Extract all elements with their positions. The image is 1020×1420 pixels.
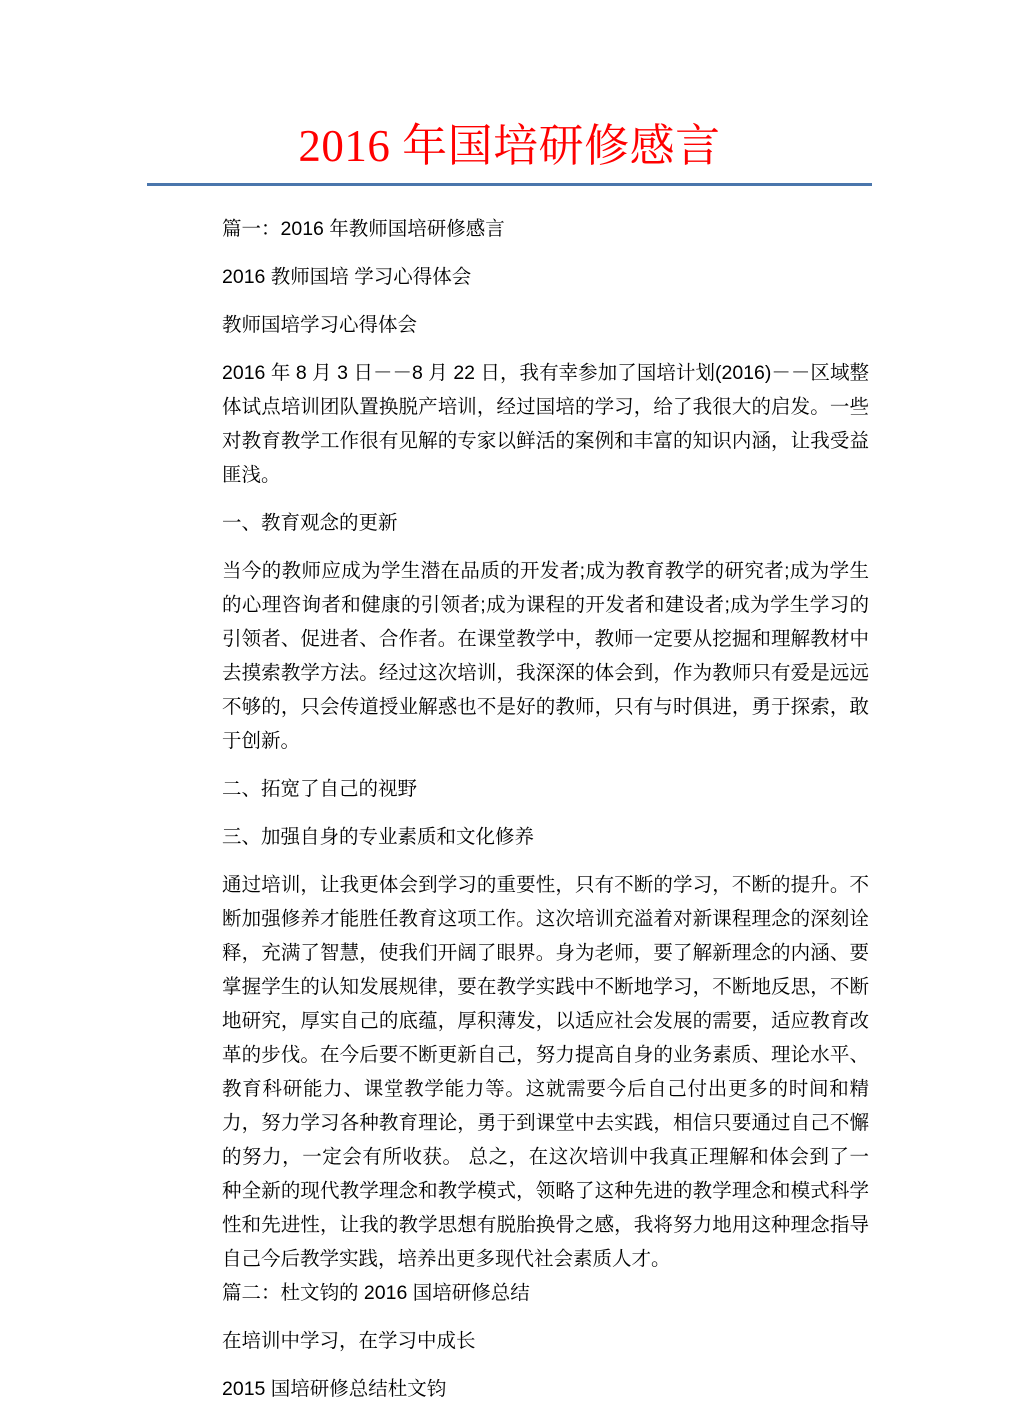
heading-three: 三、加强自身的专业素质和文化修养	[222, 826, 535, 848]
title-divider	[147, 183, 872, 186]
page-title: 2016 年国培研修感言	[298, 121, 721, 171]
subtitle-b: 教师国培学习心得体会	[222, 314, 418, 336]
paragraph-one: 当今的教师应成为学生潜在品质的开发者;成为教育教学的研究者;成为学生的心理咨询者和健康的引领者;成为课程的开发者和建设者;成为学生学习的引领者、促进者、合作者。在课堂教学中，教师一定要从挖掘和理解教材中去摸索教学方法。经过这次培训，我深深的体会到，作为教师只有爱是远远不够的，只会传道授业解惑也不是好的教师，只有与时俱进，勇于探索，敢于创新。	[222, 560, 869, 752]
document-body	[222, 212, 869, 1420]
subtitle-a: 2016 教师国培 学习心得体会	[222, 266, 472, 288]
subtitle-c: 在培训中学习，在学习中成长	[222, 1330, 476, 1352]
subtitle-d: 2015 国培研修总结杜文钧	[222, 1378, 447, 1400]
title-block	[147, 118, 872, 186]
section-one-label: 篇一：2016 年教师国培研修感言	[222, 218, 505, 240]
heading-one: 一、教育观念的更新	[222, 512, 398, 534]
paragraph-two: 通过培训，让我更体会到学习的重要性，只有不断的学习，不断的提升。不断加强修养才能胜任教育这项工作。这次培训充溢着对新课程理念的深刻诠释，充满了智慧，使我们开阔了眼界。身为老师，要了解新理念的内涵、要掌握学生的认知发展规律，要在教学实践中不断地学习，不断地反思，不断地研究，厚实自己的底蕴，厚积薄发，以适应社会发展的需要，适应教育改革的步伐。在今后要不断更新自己，努力提高自身的业务素质、理论水平、教育科研能力、课堂教学能力等。这就需要今后自己付出更多的时间和精力，努力学习各种教育理论，勇于到课堂中去实践，相信只要通过自己不懈的努力，一定会有所收获。 总之，在这次培训中我真正理解和体会到了一种全新的现代教学理念和教学模式，领略了这种先进的教学理念和模式科学性和先进性，让我的教学思想有脱胎换骨之感，我将努力地用这种理念指导自己今后教学实践，培养出更多现代社会素质人才。	[222, 874, 869, 1270]
heading-two: 二、拓宽了自己的视野	[222, 778, 418, 800]
intro-paragraph: 2016 年 8 月 3 日－－8 月 22 日，我有幸参加了国培计划(2016)－－区域整体试点培训团队置换脱产培训，经过国培的学习，给了我很大的启发。一些对教育教学工作很有见解的专家以鲜活的案例和丰富的知识内涵，让我受益匪浅。	[222, 362, 869, 486]
section-two-label: 篇二：杜文钧的 2016 国培研修总结	[222, 1282, 530, 1304]
